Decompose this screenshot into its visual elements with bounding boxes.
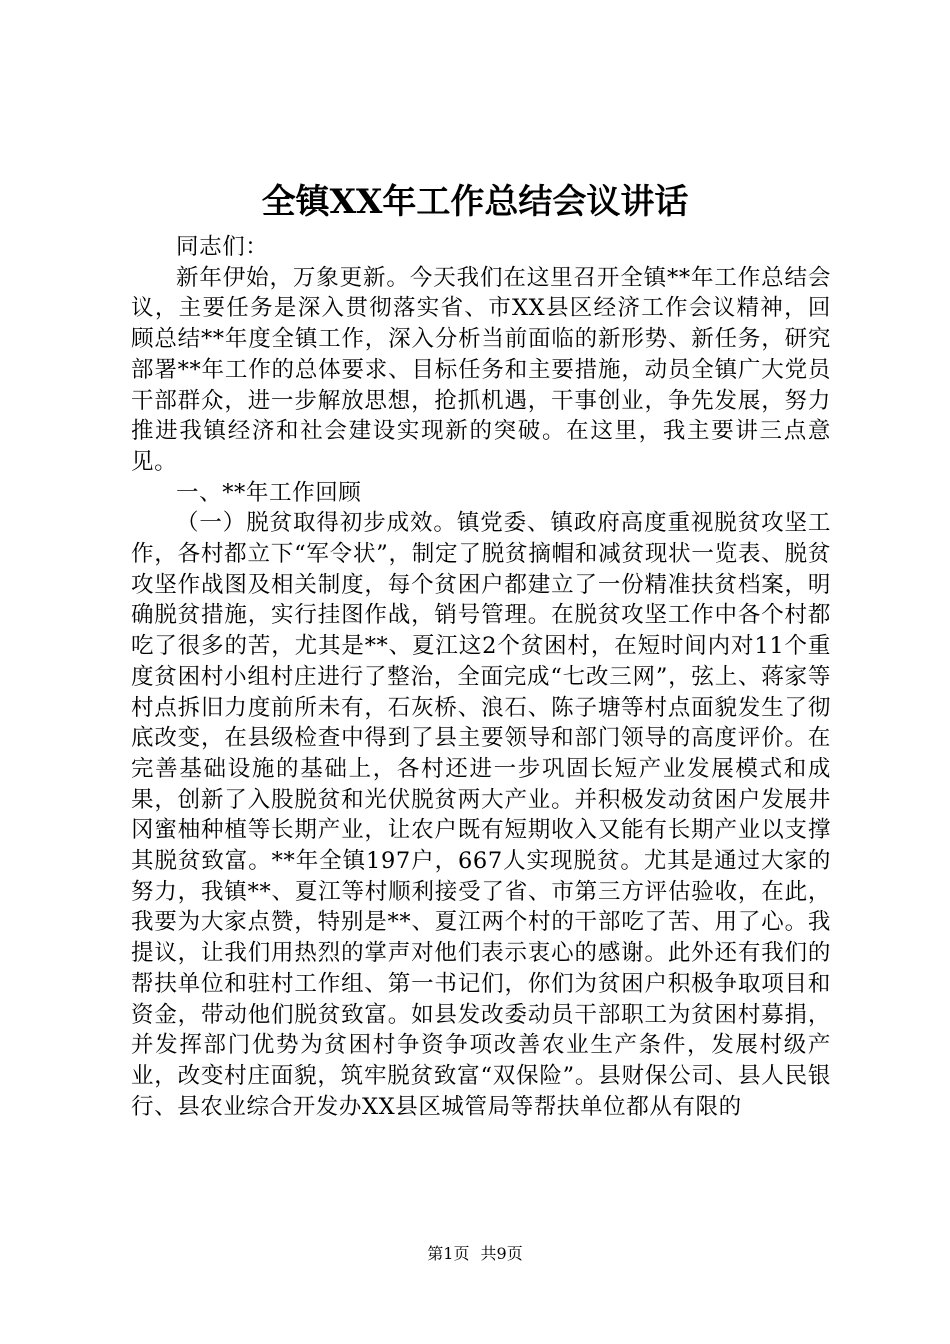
salutation-paragraph: 同志们： — [176, 234, 269, 260]
page-title: 全镇XX年工作总结会议讲话 — [261, 182, 689, 222]
section-heading: 一、**年工作回顾 — [176, 479, 362, 506]
intro-paragraph: 新年伊始，万象更新。今天我们在这里召开全镇**年工作总结会议，主要任务是深入贯彻落实省、市XX县区经济工作会议精神，回顾总结**年度全镇工作，深入分析当前面临的新形势、新任务，研究部署**年工作的总体要求、目标任务和主要措施，动员全镇广大党员干部群众，进一步解放思想，抢抓机遇，干事创业，争先发展，努力推进我镇经济和社会建设实现新的突破。在这里，我主要讲三点意见。 — [131, 264, 831, 475]
page-number: 第1页 — [427, 1244, 470, 1263]
page-footer — [0, 1244, 950, 1264]
document-body — [131, 232, 831, 1122]
page-total: 共9页 — [480, 1244, 523, 1263]
body-paragraph: （一）脱贫取得初步成效。镇党委、镇政府高度重视脱贫攻坚工作，各村都立下“军令状”，制定了脱贫摘帽和减贫现状一览表、脱贫攻坚作战图及相关制度，每个贫困户都建立了一份精准扶贫档案，明确脱贫措施，实行挂图作战，销号管理。在脱贫攻坚工作中各个村都吃了很多的苦，尤其是**、夏江这2个贫困村，在短时间内对11个重度贫困村小组村庄进行了整治，全面完成“七改三网”，弦上、蒋家等村点拆旧力度前所未有，石灰桥、浪石、陈子塘等村点面貌发生了彻底改变，在县级检查中得到了县主要领导和部门领导的高度评价。在完善基础设施的基础上，各村还进一步巩固长短产业发展模式和成果，创新了入股脱贫和光伏脱贫两大产业。并积极发动贫困户发展井冈蜜柚种植等长期产业，让农户既有短期收入又能有长期产业以支撑其脱贫致富。**年全镇197户，667人实现脱贫。尤其是通过大家的努力，我镇**、夏江等村顺利接受了省、市第三方评估验收，在此，我要为大家点赞，特别是**、夏江两个村的干部吃了苦、用了心。我提议，让我们用热烈的掌声对他们表示衷心的感谢。此外还有我们的帮扶单位和驻村工作组、第一书记们，你们为贫困户积极争取项目和资金，带动他们脱贫致富。如县发改委动员干部职工为贫困村募捐，并发挥部门优势为贫困村争资争项改善农业生产条件，发展村级产业，改变村庄面貌，筑牢脱贫致富“双保险”。县财保公司、县人民银行、县农业综合开发办XX县区城管局等帮扶单位都从有限的 — [131, 510, 831, 1120]
